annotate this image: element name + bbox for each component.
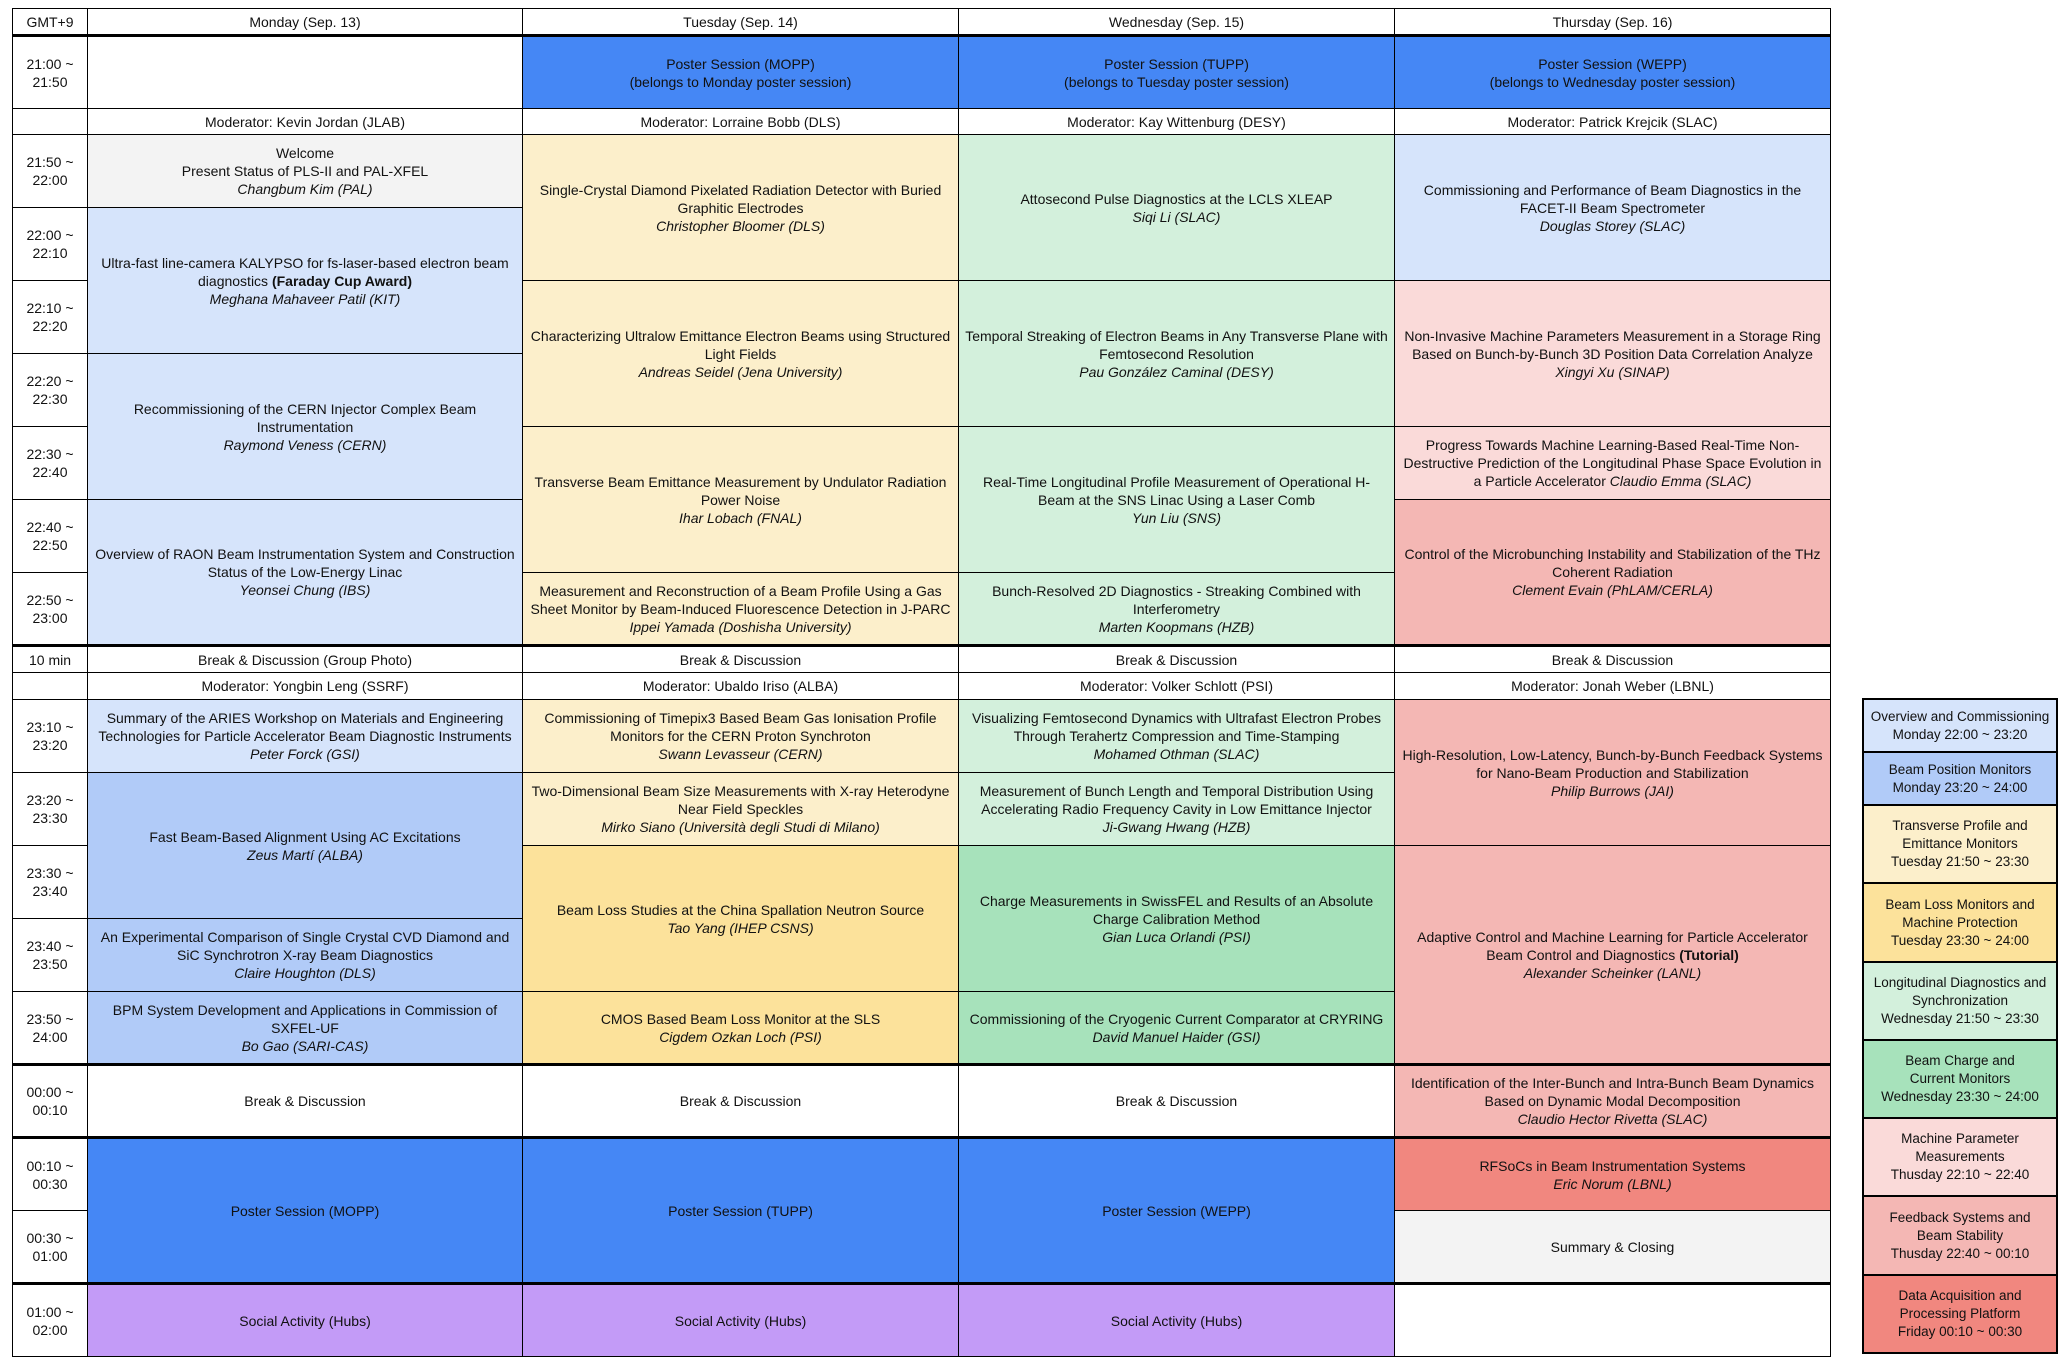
talk-cell: Identification of the Inter-Bunch and Intra-Bunch Beam Dynamics Based on Dynamic Modal Decomposition Claudio Hector Rivetta (SLAC) bbox=[1395, 1065, 1831, 1138]
break-cell: Break & Discussion bbox=[959, 1065, 1395, 1138]
poster-session-cell: Poster Session (MOPP) bbox=[88, 1138, 523, 1284]
talk-cell: Non-Invasive Machine Parameters Measurement in a Storage Ring Based on Bunch-by-Bunch 3D Position Data Correlation Analyze Xingyi Xu (SINAP) bbox=[1395, 281, 1831, 427]
talk-cell: CMOS Based Beam Loss Monitor at the SLS Cigdem Ozkan Loch (PSI) bbox=[523, 992, 959, 1065]
moderator-cell: Moderator: Kay Wittenburg (DESY) bbox=[959, 109, 1395, 135]
social-activity-cell: Social Activity (Hubs) bbox=[959, 1284, 1395, 1357]
time-slot: 22:20 ~ 22:30 bbox=[13, 354, 88, 427]
time-slot: 21:50 ~ 22:00 bbox=[13, 135, 88, 208]
moderator-cell: Moderator: Yongbin Leng (SSRF) bbox=[88, 673, 523, 700]
break-cell: Break & Discussion bbox=[523, 1065, 959, 1138]
closing-cell: Summary & Closing bbox=[1395, 1211, 1831, 1284]
break-cell: Break & Discussion bbox=[1395, 646, 1831, 673]
talk-cell: An Experimental Comparison of Single Crystal CVD Diamond and SiC Synchrotron X-ray Beam Diagnostics Claire Houghton (DLS) bbox=[88, 919, 523, 992]
talk-cell: Charge Measurements in SwissFEL and Results of an Absolute Charge Calibration Method Gian Luca Orlandi (PSI) bbox=[959, 846, 1395, 992]
empty-cell bbox=[13, 109, 88, 135]
talk-cell: Measurement of Bunch Length and Temporal Distribution Using Accelerating Radio Frequency Cavity in Low Emittance Injector Ji-Gwang Hwang (HZB) bbox=[959, 773, 1395, 846]
poster-session-cell: Poster Session (TUPP) bbox=[523, 1138, 959, 1284]
moderator-cell: Moderator: Lorraine Bobb (DLS) bbox=[523, 109, 959, 135]
time-slot: 23:40 ~ 23:50 bbox=[13, 919, 88, 992]
time-slot: 22:50 ~ 23:00 bbox=[13, 573, 88, 646]
talk-cell: High-Resolution, Low-Latency, Bunch-by-Bunch Feedback Systems for Nano-Beam Production and Stabilization Philip Burrows (JAI) bbox=[1395, 700, 1831, 846]
talk-cell: Single-Crystal Diamond Pixelated Radiation Detector with Buried Graphitic Electrodes Christopher Bloomer (DLS) bbox=[523, 135, 959, 281]
session-color-legend bbox=[1862, 698, 2058, 1354]
talk-cell: Welcome Present Status of PLS-II and PAL-XFEL Changbum Kim (PAL) bbox=[88, 135, 523, 208]
legend-item: Overview and Commissioning Monday 22:00 ~ 23:20 bbox=[1863, 699, 2057, 752]
time-slot: 23:50 ~ 24:00 bbox=[13, 992, 88, 1065]
moderator-cell: Moderator: Ubaldo Iriso (ALBA) bbox=[523, 673, 959, 700]
moderator-cell: Moderator: Jonah Weber (LBNL) bbox=[1395, 673, 1831, 700]
talk-cell: Commissioning of Timepix3 Based Beam Gas Ionisation Profile Monitors for the CERN Proton Synchroton Swann Levasseur (CERN) bbox=[523, 700, 959, 773]
time-slot: 01:00 ~ 02:00 bbox=[13, 1284, 88, 1357]
talk-cell: Temporal Streaking of Electron Beams in Any Transverse Plane with Femtosecond Resolution Pau González Caminal (DESY) bbox=[959, 281, 1395, 427]
time-slot: 23:30 ~ 23:40 bbox=[13, 846, 88, 919]
empty-cell bbox=[13, 673, 88, 700]
talk-cell: Overview of RAON Beam Instrumentation System and Construction Status of the Low-Energy Linac Yeonsei Chung (IBS) bbox=[88, 500, 523, 646]
social-activity-cell: Social Activity (Hubs) bbox=[523, 1284, 959, 1357]
poster-session-cell: Poster Session (WEPP) bbox=[959, 1138, 1395, 1284]
day-header-wednesday: Wednesday (Sep. 15) bbox=[959, 9, 1395, 36]
legend-item: Longitudinal Diagnostics and Synchronization Wednesday 21:50 ~ 23:30 bbox=[1863, 962, 2057, 1040]
talk-cell: Beam Loss Studies at the China Spallation Neutron Source Tao Yang (IHEP CSNS) bbox=[523, 846, 959, 992]
talk-cell: Adaptive Control and Machine Learning for Particle Accelerator Beam Control and Diagnostics (Tutorial) Alexander Scheinker (LANL) bbox=[1395, 846, 1831, 1065]
talk-cell: Progress Towards Machine Learning-Based Real-Time Non- Destructive Prediction of the Longitudinal Phase Space Evolution in a Particle Accelerator Claudio Emma (SLAC) bbox=[1395, 427, 1831, 500]
time-slot: 00:30 ~ 01:00 bbox=[13, 1211, 88, 1284]
talk-cell: Measurement and Reconstruction of a Beam Profile Using a Gas Sheet Monitor by Beam-Induced Fluorescence Detection in J-PARC Ippei Yamada (Doshisha University) bbox=[523, 573, 959, 646]
poster-session-cell: Poster Session (WEPP) (belongs to Wednesday poster session) bbox=[1395, 36, 1831, 109]
time-slot: 00:10 ~ 00:30 bbox=[13, 1138, 88, 1211]
time-slot: 00:00 ~ 00:10 bbox=[13, 1065, 88, 1138]
talk-cell: Recommissioning of the CERN Injector Complex Beam Instrumentation Raymond Veness (CERN) bbox=[88, 354, 523, 500]
talk-cell: Attosecond Pulse Diagnostics at the LCLS XLEAP Siqi Li (SLAC) bbox=[959, 135, 1395, 281]
talk-cell: RFSoCs in Beam Instrumentation Systems Eric Norum (LBNL) bbox=[1395, 1138, 1831, 1211]
time-slot: 22:10 ~ 22:20 bbox=[13, 281, 88, 354]
break-duration: 10 min bbox=[13, 646, 88, 673]
talk-cell: BPM System Development and Applications in Commission of SXFEL-UF Bo Gao (SARI-CAS) bbox=[88, 992, 523, 1065]
time-slot: 22:40 ~ 22:50 bbox=[13, 500, 88, 573]
poster-session-cell: Poster Session (TUPP) (belongs to Tuesday poster session) bbox=[959, 36, 1395, 109]
break-cell: Break & Discussion bbox=[959, 646, 1395, 673]
talk-cell: Transverse Beam Emittance Measurement by Undulator Radiation Power Noise Ihar Lobach (FNAL) bbox=[523, 427, 959, 573]
time-slot: 22:00 ~ 22:10 bbox=[13, 208, 88, 281]
talk-cell: Visualizing Femtosecond Dynamics with Ultrafast Electron Probes Through Terahertz Compression and Time-Stamping Mohamed Othman (SLAC) bbox=[959, 700, 1395, 773]
day-header-thursday: Thursday (Sep. 16) bbox=[1395, 9, 1831, 36]
moderator-cell: Moderator: Kevin Jordan (JLAB) bbox=[88, 109, 523, 135]
break-cell: Break & Discussion (Group Photo) bbox=[88, 646, 523, 673]
legend-item: Beam Charge and Current Monitors Wednesday 23:30 ~ 24:00 bbox=[1863, 1040, 2057, 1118]
talk-cell: Fast Beam-Based Alignment Using AC Excitations Zeus Martí (ALBA) bbox=[88, 773, 523, 919]
break-cell: Break & Discussion bbox=[88, 1065, 523, 1138]
talk-cell: Control of the Microbunching Instability and Stabilization of the THz Coherent Radiation Clement Evain (PhLAM/CERLA) bbox=[1395, 500, 1831, 646]
poster-session-cell: Poster Session (MOPP) (belongs to Monday poster session) bbox=[523, 36, 959, 109]
talk-cell: Summary of the ARIES Workshop on Materials and Engineering Technologies for Particle Accelerator Beam Diagnostic Instruments Peter Forck (GSI) bbox=[88, 700, 523, 773]
break-cell: Break & Discussion bbox=[523, 646, 959, 673]
talk-cell: Commissioning and Performance of Beam Diagnostics in the FACET-II Beam Spectrometer Douglas Storey (SLAC) bbox=[1395, 135, 1831, 281]
legend-item: Transverse Profile and Emittance Monitors Tuesday 21:50 ~ 23:30 bbox=[1863, 805, 2057, 883]
time-slot: 23:20 ~ 23:30 bbox=[13, 773, 88, 846]
moderator-cell: Moderator: Patrick Krejcik (SLAC) bbox=[1395, 109, 1831, 135]
legend-item: Feedback Systems and Beam Stability Thusday 22:40 ~ 00:10 bbox=[1863, 1196, 2057, 1274]
legend-item: Data Acquisition and Processing Platform Friday 00:10 ~ 00:30 bbox=[1863, 1275, 2057, 1353]
legend-item: Machine Parameter Measurements Thusday 22:10 ~ 22:40 bbox=[1863, 1118, 2057, 1196]
legend-item: Beam Loss Monitors and Machine Protection Tuesday 23:30 ~ 24:00 bbox=[1863, 883, 2057, 961]
timezone-header: GMT+9 bbox=[13, 9, 88, 36]
talk-cell: Characterizing Ultralow Emittance Electron Beams using Structured Light Fields Andreas Seidel (Jena University) bbox=[523, 281, 959, 427]
day-header-tuesday: Tuesday (Sep. 14) bbox=[523, 9, 959, 36]
talk-cell: Ultra-fast line-camera KALYPSO for fs-laser-based electron beam diagnostics (Faraday Cup Award) Meghana Mahaveer Patil (KIT) bbox=[88, 208, 523, 354]
time-slot: 23:10 ~ 23:20 bbox=[13, 700, 88, 773]
talk-cell: Real-Time Longitudinal Profile Measurement of Operational H- Beam at the SNS Linac Using a Laser Comb Yun Liu (SNS) bbox=[959, 427, 1395, 573]
legend-item: Beam Position Monitors Monday 23:20 ~ 24:00 bbox=[1863, 752, 2057, 805]
social-activity-cell: Social Activity (Hubs) bbox=[88, 1284, 523, 1357]
day-header-monday: Monday (Sep. 13) bbox=[88, 9, 523, 36]
time-slot: 22:30 ~ 22:40 bbox=[13, 427, 88, 500]
talk-cell: Bunch-Resolved 2D Diagnostics - Streaking Combined with Interferometry Marten Koopmans (HZB) bbox=[959, 573, 1395, 646]
talk-cell: Two-Dimensional Beam Size Measurements with X-ray Heterodyne Near Field Speckles Mirko Siano (Università degli Studi di Milano) bbox=[523, 773, 959, 846]
talk-cell: Commissioning of the Cryogenic Current Comparator at CRYRING David Manuel Haider (GSI) bbox=[959, 992, 1395, 1065]
program-schedule-table bbox=[12, 8, 1831, 1357]
empty-cell bbox=[1395, 1284, 1831, 1357]
empty-cell bbox=[88, 36, 523, 109]
time-slot: 21:00 ~ 21:50 bbox=[13, 36, 88, 109]
moderator-cell: Moderator: Volker Schlott (PSI) bbox=[959, 673, 1395, 700]
